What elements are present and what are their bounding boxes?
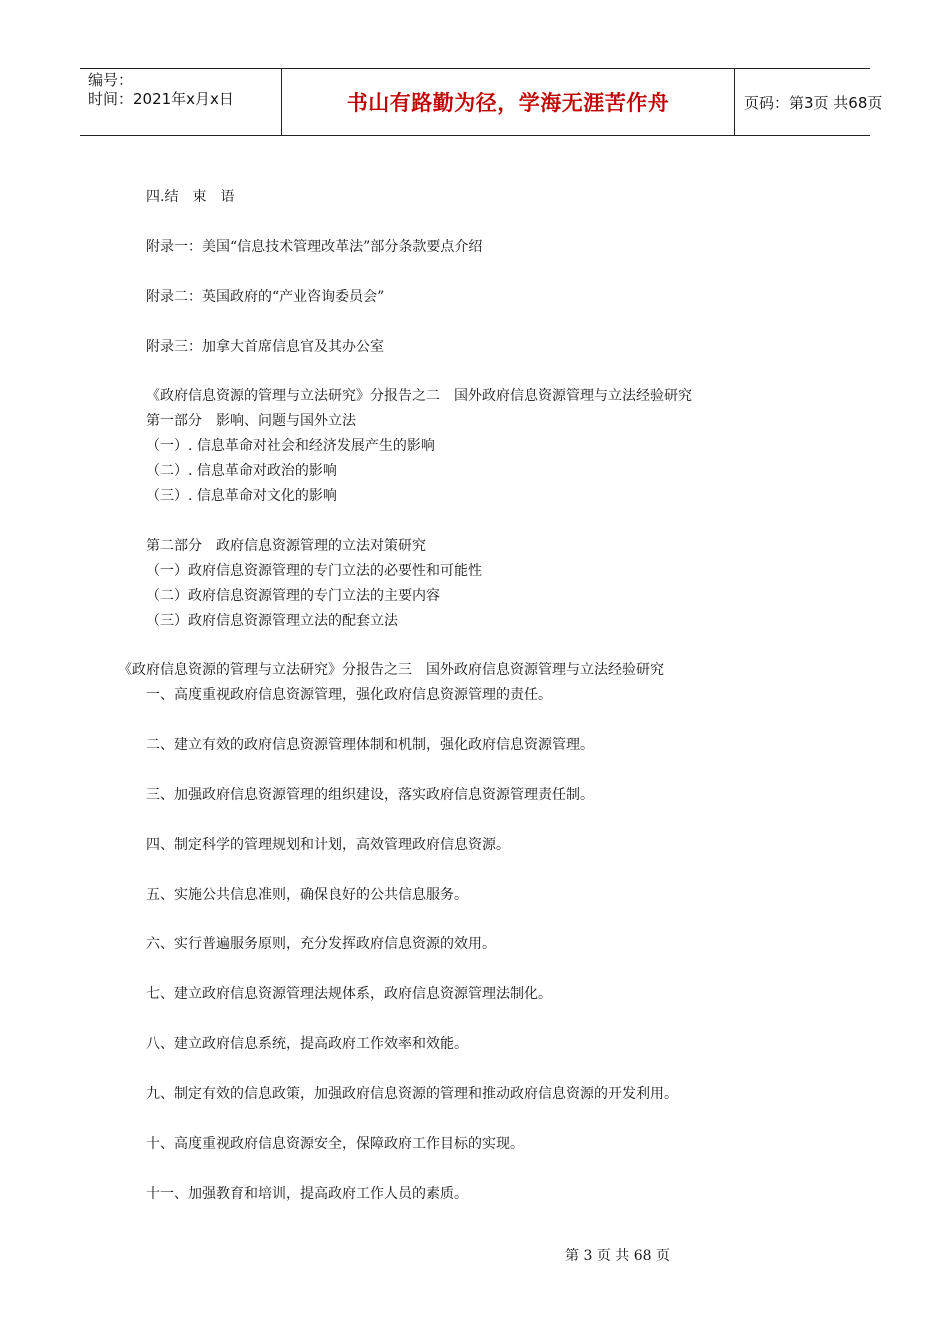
list-item: 一、高度重视政府信息资源管理，强化政府信息资源管理的责任。	[146, 687, 552, 703]
report-title-line: 《政府信息资源的管理与立法研究》分报告之三 国外政府信息资源管理与立法经验研究	[118, 662, 664, 678]
appendix-line: 附录一：美国“信息技术管理改革法”部分条款要点介绍	[146, 239, 483, 255]
list-item: 八、建立政府信息系统，提高政府工作效率和效能。	[146, 1036, 468, 1052]
list-item: 五、实施公共信息准则，确保良好的公共信息服务。	[146, 887, 468, 903]
list-item: 七、建立政府信息资源管理法规体系，政府信息资源管理法制化。	[146, 986, 552, 1002]
header-motto: 书山有路勤为径，学海无涯苦作舟	[282, 69, 735, 135]
toc-item: （三）政府信息资源管理立法的配套立法	[146, 613, 398, 629]
appendix-line: 附录三：加拿大首席信息官及其办公室	[146, 339, 384, 355]
appendix-line: 附录二：英国政府的“产业咨询委员会”	[146, 289, 385, 305]
header-page-label: 页码：第3页 共68页	[744, 93, 883, 112]
section-heading-conclusion: 四.结 束 语	[146, 189, 235, 205]
document-number-label: 编号：	[88, 71, 134, 89]
part-heading: 第一部分 影响、问题与国外立法	[146, 413, 356, 429]
header-info-cell	[80, 69, 282, 135]
list-item: 二、建立有效的政府信息资源管理体制和机制，强化政府信息资源管理。	[146, 737, 594, 753]
toc-item: （三）. 信息革命对文化的影响	[146, 488, 337, 504]
document-date-label: 时间：2021年x月x日	[88, 90, 234, 108]
list-item: 六、实行普遍服务原则，充分发挥政府信息资源的效用。	[146, 936, 496, 952]
page-header	[80, 68, 883, 136]
page-footer: 第 3 页 共 68 页	[565, 1248, 670, 1264]
list-item: 十一、加强教育和培训，提高政府工作人员的素质。	[146, 1186, 468, 1202]
toc-item: （一）. 信息革命对社会和经济发展产生的影响	[146, 438, 435, 454]
toc-item: （一）政府信息资源管理的专门立法的必要性和可能性	[146, 563, 482, 579]
toc-item: （二）. 信息革命对政治的影响	[146, 463, 337, 479]
list-item: 四、制定科学的管理规划和计划，高效管理政府信息资源。	[146, 837, 510, 853]
list-item: 九、制定有效的信息政策，加强政府信息资源的管理和推动政府信息资源的开发利用。	[146, 1086, 678, 1102]
part-heading: 第二部分 政府信息资源管理的立法对策研究	[146, 538, 426, 554]
toc-item: （二）政府信息资源管理的专门立法的主要内容	[146, 588, 440, 604]
list-item: 十、高度重视政府信息资源安全，保障政府工作目标的实现。	[146, 1136, 524, 1152]
list-item: 三、加强政府信息资源管理的组织建设，落实政府信息资源管理责任制。	[146, 787, 594, 803]
report-title-line: 《政府信息资源的管理与立法研究》分报告之二 国外政府信息资源管理与立法经验研究	[146, 388, 692, 404]
